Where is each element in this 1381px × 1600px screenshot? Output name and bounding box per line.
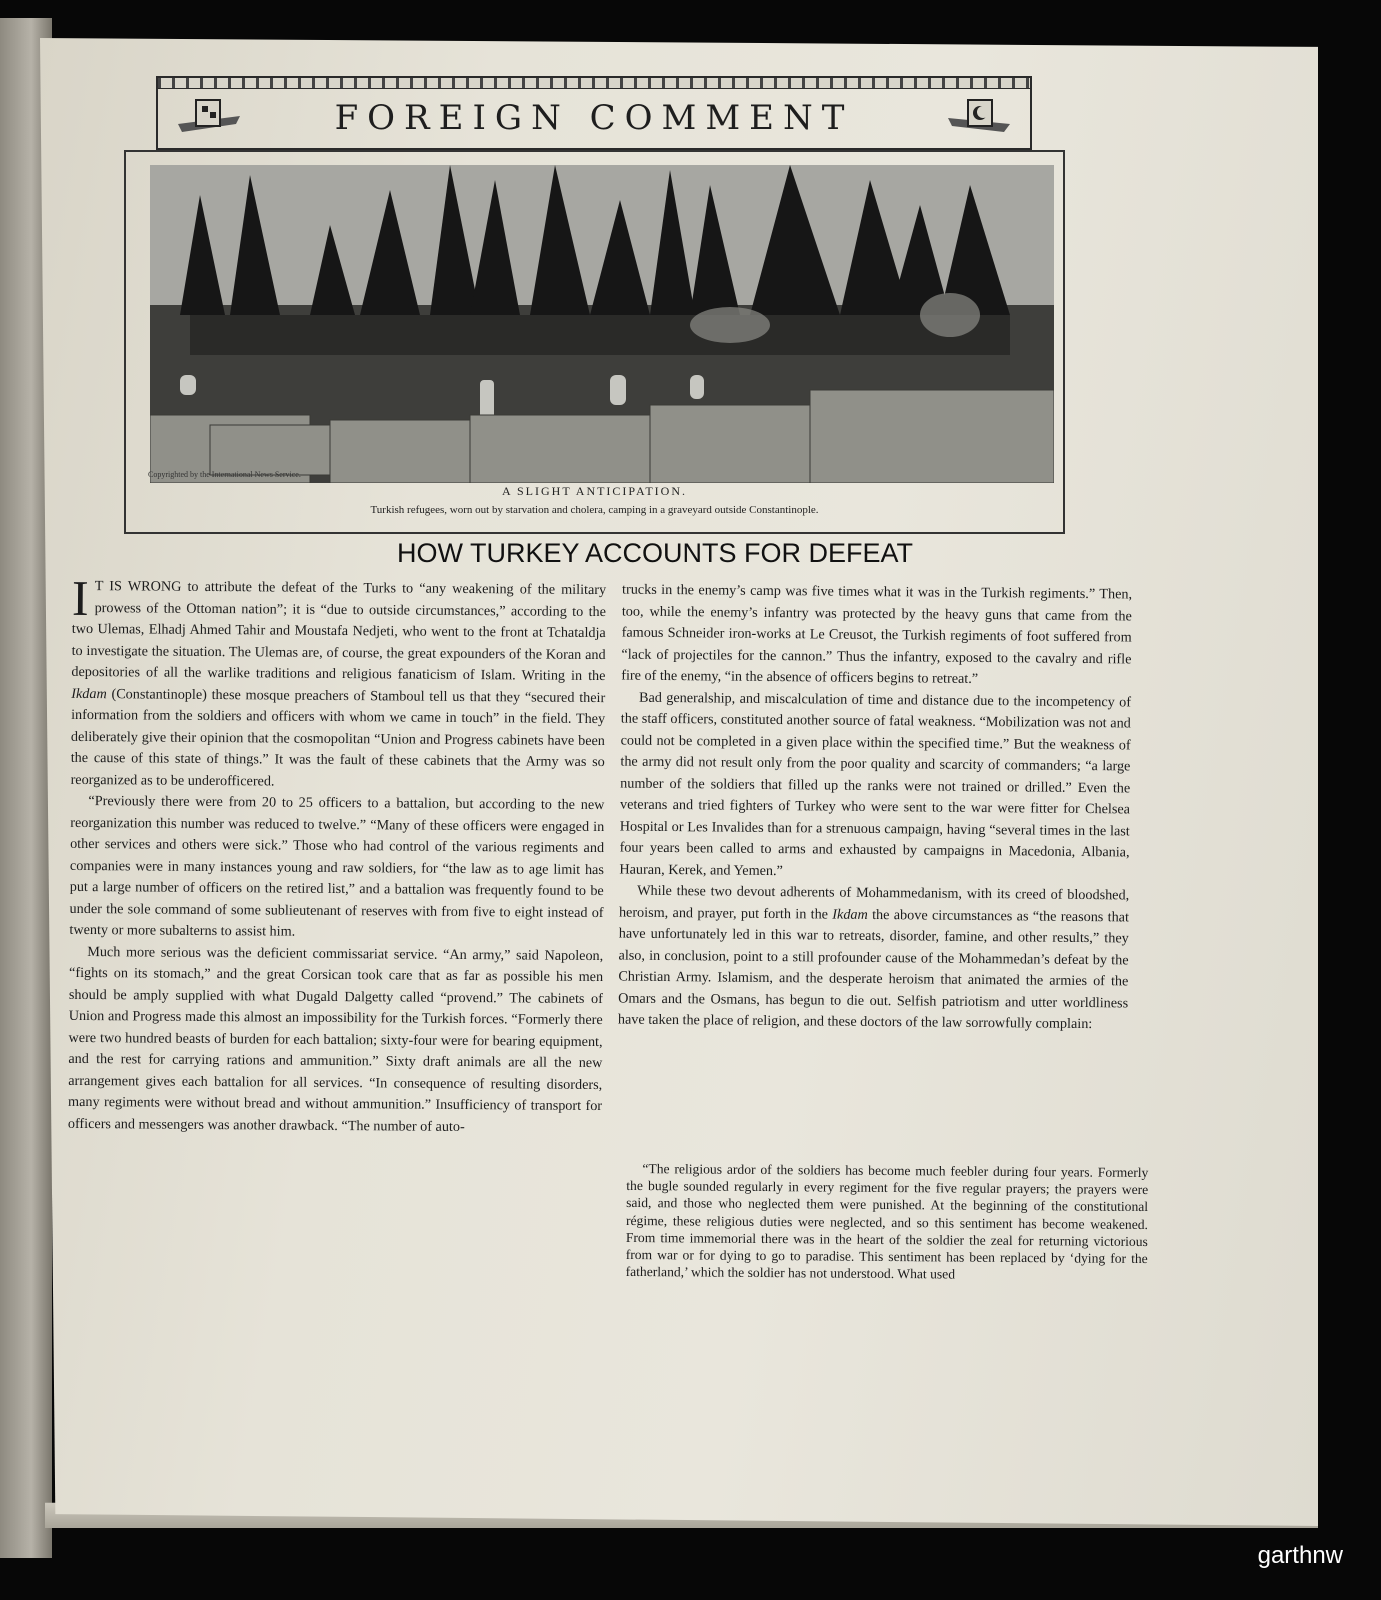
article-column-left [67, 569, 607, 1139]
drop-cap: I [71, 569, 89, 627]
paragraph: Much more serious was the deficient commissariat service. “An army,” said Napoleon, “fights on its stomach,” and the great Corsican took care that as far as possible his men should be amply supplied with what Dugald Dalgetty called “provend.” The cabinets of Union and Progress made this almost an impossibility for the Turkish forces. “Formerly there were two hundred beasts of burden for each battalion; sixty-four were for bearing equipment, and the rest for carrying rations and ammunition.” Sixty draft animals are all the new arrangement gives each battalion for all services. “In consequence of resulting disorders, many regiments were without bread and without ammunition.” Insufficiency of transport for officers and messengers was another drawback. “The number of auto- [67, 943, 604, 1135]
quote-text: “The religious ardor of the soldiers has become much feebler during four years. Formerly the bugle sounded regularly in every regiment for the five regular prayers; the prayers were said, and those who neglected them were punished. At the beginning of the constitutional régime, these religious duties were neglected, and so this sentiment has become weakened. From time immemorial there was in the heart of the soldier the zeal for returning victorious from war or for dying to go to paradise. This sentiment has been replaced by ‘dying for the fatherland,’ which the soldier has not understood. What used [625, 1161, 1149, 1282]
paragraph: Bad generalship, and miscalculation of time and distance due to the incompetency of the staff officers, constituted another source of fatal weakness. “Mobilization was not and could not be completed in a given place within the specified time.” But the weakness of the army did not result only from the poor quality and scarcity of commanders; “a large number of the soldiers that filled up the ranks were not trained or drilled.” Even the veterans and tried fighters of Turkey who were sent to the war were fitter for Chelsea Hospital or Les Invalides than for a strenuous campaign, having “several times in the last four years been called to arms and exhausted by campaigns in Macedonia, Albania, Hauran, Kerek, and Yemen.” [619, 689, 1132, 879]
paragraph: trucks in the enemy’s camp was five times what it was in the Turkish regiments.” Then, too, while the enemy’s infantry was protected by the heavy guns that came from the famous Schneider iron-works at Le Creusot, the Turkish regiments of foot suffered from “lack of projectiles for the cannon.” Thus the infantry, exposed to the cavalry and rifle fire of the enemy, “in the absence of officers begins to retreat.” [621, 581, 1133, 687]
article-headline: HOW TURKEY ACCOUNTS FOR DEFEAT [396, 538, 914, 568]
paragraph: “Previously there were from 20 to 25 officers to a battalion, but according to the new reorganization this number was reduced to twelve.” “Many of these officers were engaged in other services and others were sick.” Those who had control of the various regiments and companies were in many instances young and raw soldiers, for “the law as to age limit has put a large number of officers on the retired list,” and a battalion was frequently found to be under the sole command of some sublieutenant of reserves with from five to eight instead of twenty or more subalterns to assist him. [69, 793, 605, 940]
block-quote [626, 1160, 1149, 1285]
section-title: FOREIGN COMMENT [334, 98, 854, 138]
watermark: garthnw [1257, 1542, 1343, 1569]
paragraph: I T IS WRONG to attribute the defeat of the Turks to “any weakening of the military prowess of the Ottoman nation”; it is “due to outside circumstances,” according to the two Ulemas, Elhadj Ahmed Tahir and Moustafa Nedjeti, who went to the front at Tchataldja to investigate the situation. The Ulemas are, of course, the great expounders of the Koran and depositories of all the warlike traditions and religious fanaticism of Islam. Writing in the Ikdam (Constantinople) these mosque preachers of Stamboul tell us that they “secured their information from the soldiers and officers with whom we came in touch” in the field. They deliberately give their opinion that the cosmopolitan “Union and Progress cabinets have been the cause of this state of things.” It was the fault of these cabinets that the Army was so reorganized as to be underofficered. [70, 569, 607, 790]
article-column-right [618, 580, 1132, 1036]
section-banner [156, 76, 1032, 150]
photo-caption-text: Turkish refugees, worn out by starvation and cholera, camping in a graveyard outside Constantinople. [370, 504, 819, 516]
paragraph: While these two devout adherents of Mohammedanism, with its creed of bloodshed, heroism, and prayer, put forth in the Ikdam the above circumstances as “the reasons that have unfortunately led in this war to retreats, disorder, famine, and other results,” they also, in conclusion, point to a still profounder cause of the Mohammedan’s defeat by the Christian Army. Islamism, and the desperate heroism that animated the armies of the Omars and the Osmans, has begun to die out. Selfish patriotism and utter worldliness have taken the place of religion, and these doctors of the law sorrowfully complain: [617, 882, 1130, 1033]
crescent-emblem-icon [944, 94, 1014, 140]
photo-caption-title: A SLIGHT ANTICIPATION. [501, 484, 687, 498]
photo-credit: Copyrighted by the International News Service. [148, 470, 301, 479]
graveyard-photo [150, 165, 1054, 483]
banner-decorative-strip [158, 78, 1030, 89]
